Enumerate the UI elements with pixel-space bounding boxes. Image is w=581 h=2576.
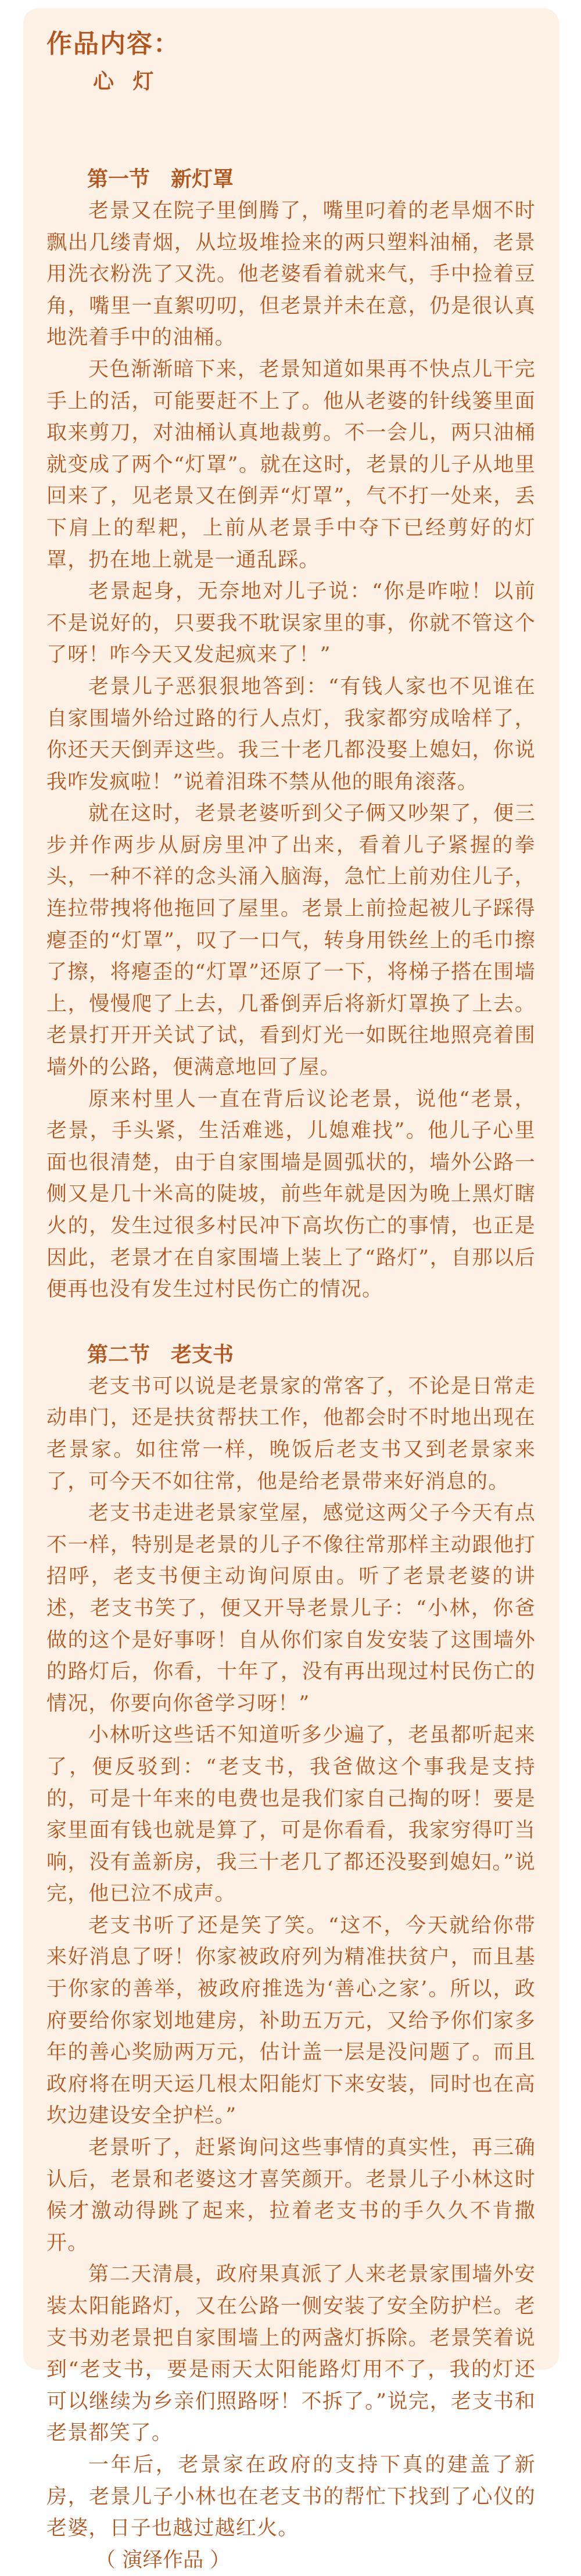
section-title: 第一节 新灯罩 bbox=[87, 167, 234, 191]
paragraph: 就在这时，老景老婆听到父子俩又吵架了，便三步并作两步从厨房里冲了出来，看着儿子紧握的拳头，一种不祥的念头涌入脑海，急忙上前劝住儿子，连拉带拽将他拖回了屋里。老景上前捡起被儿子踩得瘪歪的“灯罩”，叹了一口气，转身用铁丝上的毛巾擦了擦，将瘪歪的“灯罩”还原了一下，将梯子搭在围墙上，慢慢爬了上去，几番倒弄后将新灯罩换了上去。老景打开开关试了试，看到灯光一如既往地照亮着围墙外的公路，便满意地回了屋。 bbox=[46, 802, 536, 1080]
paragraph: 原来村里人一直在背后议论老景，说他“老景，老景，手头紧，生活难逃，儿媳难找”。他儿子心里面也很清楚，由于自家围墙是圆弧状的，墙外公路一侧又是几十米高的陡坡，前些年就是因为晚上黑灯瞎火的，发生过很多村民冲下高坎伤亡的事情，也正是因此，老景才在自家围墙上装上了“路灯”，自那以后便再也没有发生过村民伤亡的情况。 bbox=[46, 1087, 536, 1302]
paragraph: 老支书可以说是老景家的常客了，不论是日常走动串门，还是扶贫帮扶工作，他都会时不时地出现在老景家。如往常一样，晚饭后老支书又到老景家来了，可今天不如往常，他是给老景带来好消息的。 bbox=[46, 1374, 536, 1493]
content-heading: 作品内容： bbox=[46, 29, 180, 59]
article-card bbox=[23, 8, 559, 2572]
paragraph: 老景听了，赶紧询问这些事情的真实性，再三确认后，老景和老婆这才喜笑颜开。老景儿子小林这时候才激动得跳了起来，拉着老支书的手久久不肯撒开。 bbox=[46, 2136, 536, 2255]
paragraph: 老景儿子恶狠狠地答到：“有钱人家也不见谁在自家围墙外给过路的行人点灯，我家都穷成啥样了，你还天天倒弄这些。我三十老几都没娶上媳妇，你说我咋发疯啦！”说着泪珠不禁从他的眼角滚落。 bbox=[46, 675, 536, 794]
paragraph: 天色渐渐暗下来，老景知道如果再不快点儿干完手上的活，可能要赶不上了。他从老婆的针线篓里面取来剪刀，对油桶认真地裁剪。不一会儿，两只油桶就变成了两个“灯罩”。就在这时，老景的儿子从地里回来了，见老景又在倒弄“灯罩”，气不打一处来，丢下肩上的犁耙，上前从老景手中夺下已经剪好的灯罩，扔在地上就是一通乱踩。 bbox=[46, 357, 536, 572]
section-title: 第二节 老支书 bbox=[87, 1342, 234, 1367]
paragraph: 老景又在院子里倒腾了，嘴里叼着的老旱烟不时飘出几缕青烟，从垃圾堆捡来的两只塑料油桶，老景用洗衣粉洗了又洗。他老婆看着就来气，手中捡着豆角，嘴里一直絮叨叨，但老景并未在意，仍是很认真地洗着手中的油桶。 bbox=[46, 199, 536, 350]
work-title: 心 灯 bbox=[93, 69, 160, 94]
paragraph: 一年后，老景家在政府的支持下真的建盖了新房，老景儿子小林也在老支书的帮忙下找到了心仪的老婆，日子也越过越红火。 bbox=[46, 2453, 536, 2541]
work-category-note: （ 演绎作品 ） bbox=[95, 2548, 231, 2572]
section-spacer bbox=[46, 1306, 536, 1338]
paragraph: 老景起身，无奈地对儿子说：“你是咋啦！以前不是说好的，只要我不耽误家里的事，你就不管这个了呀！咋今天又发起疯来了！” bbox=[46, 580, 536, 667]
paragraph: 小林听这些话不知道听多少遍了，老虽都听起来了，便反驳到：“老支书，我爸做这个事我是支持的，可是十年来的电费也是我们家自己掏的呀！要是家里面有钱也就是算了，可是你看看，我家穷得叮当响，没有盖新房，我三十老几了都还没娶到媳妇。”说完，他已泣不成声。 bbox=[46, 1724, 536, 1906]
section-1 bbox=[46, 163, 536, 1306]
paragraph: 老支书听了还是笑了笑。“这不，今天就给你带来好消息了呀！你家被政府列为精准扶贫户，而且基于你家的善举，被政府推选为‘善心之家’。所以，政府要给你家划地建房，补助五万元，又给予你们家多年的善心奖励两万元，估计盖一层是没问题了。而且政府将在明天运几根太阳能灯下来安装，同时也在高坎边建设安全护栏。” bbox=[46, 1914, 536, 2128]
section-2 bbox=[46, 1338, 536, 2545]
paragraph: 老支书走进老景家堂屋，感觉这两父子今天有点不一样，特别是老景的儿子不像往常那样主动跟他打招呼，老支书便主动询问原由。听了老景老婆的讲述，老支书笑了，便又开导老景儿子：“小林，你爸做的这个是好事呀！自从你们家自发安装了这围墙外的路灯后，你看，十年了，没有再出现过村民伤亡的情况，你要向你爸学习呀！” bbox=[46, 1502, 536, 1715]
paragraph: 第二天清晨，政府果真派了人来老景家围墙外安装太阳能路灯，又在公路一侧安装了安全防护栏。老支书劝老景把自家围墙上的两盏灯拆除。老景笑着说到“老支书，要是雨天太阳能路灯用不了，我的灯还可以继续为乡亲们照路呀！不拆了。”说完，老支书和老景都笑了。 bbox=[46, 2263, 536, 2445]
